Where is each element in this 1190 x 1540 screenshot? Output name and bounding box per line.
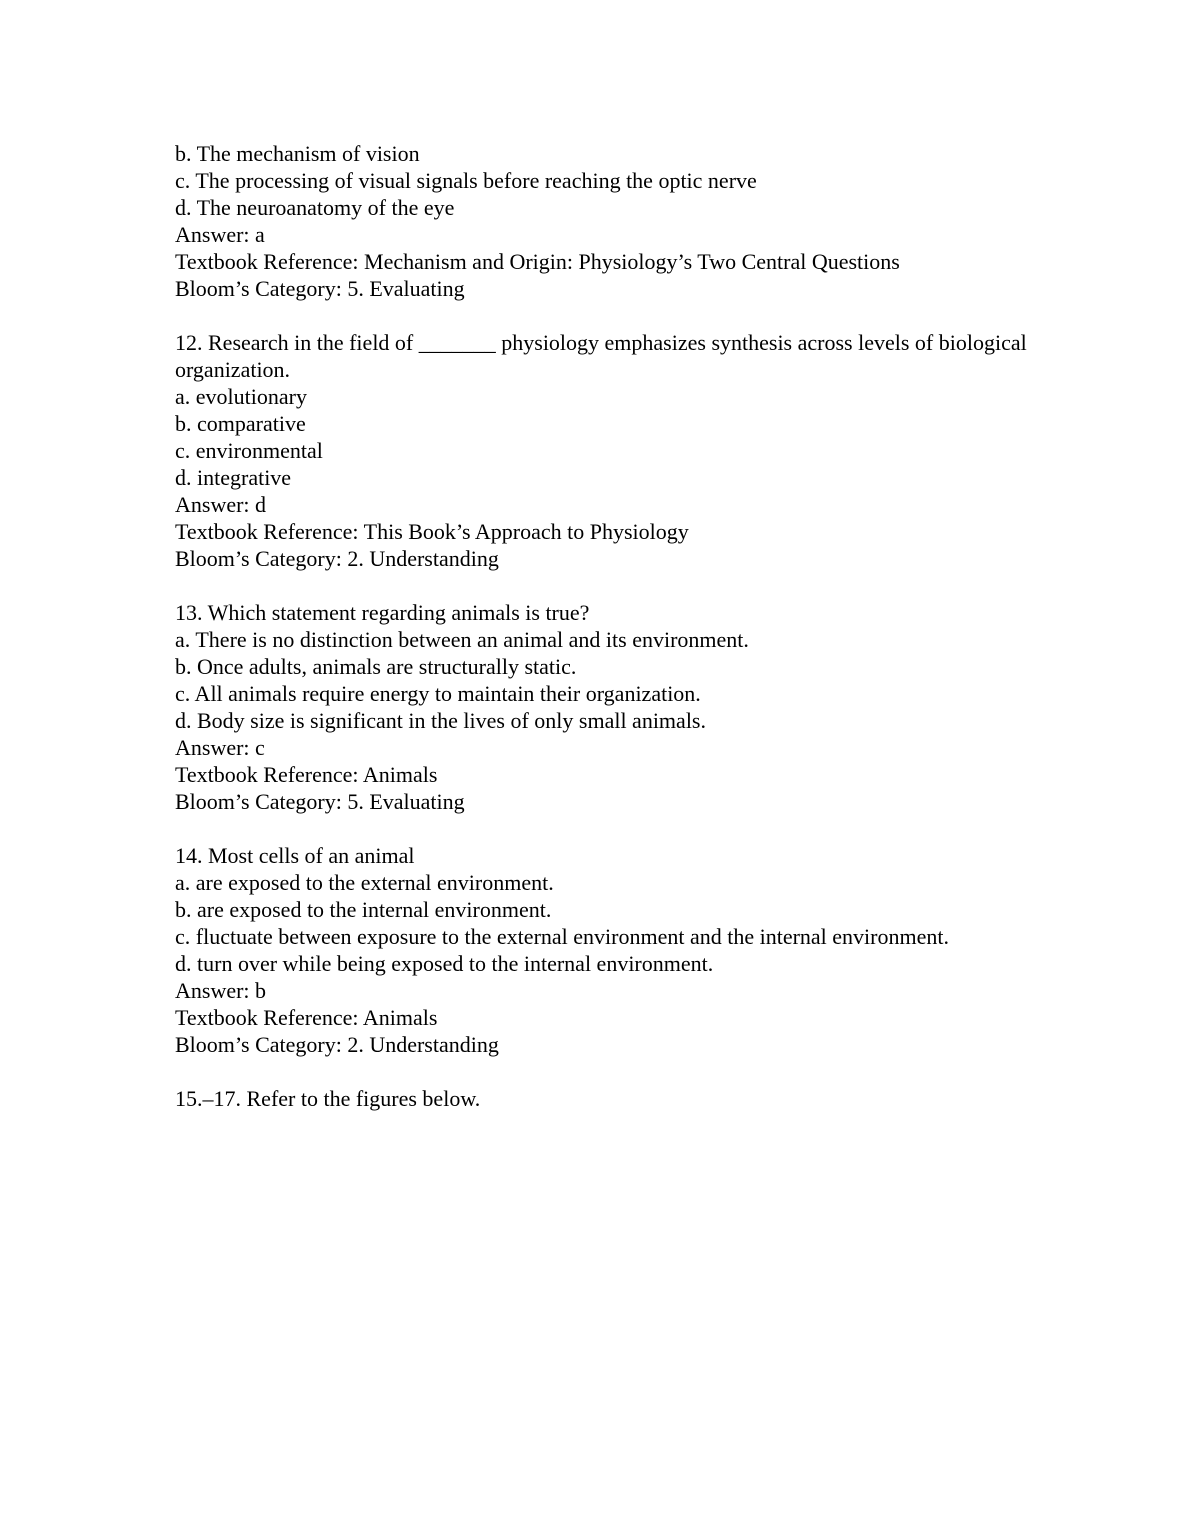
- q12-answer: Answer: d: [175, 492, 267, 517]
- q13-option-a: a. There is no distinction between an animal and its environment.: [175, 627, 749, 652]
- question-11-continued: [175, 140, 1055, 302]
- q12-option-a: a. evolutionary: [175, 384, 307, 409]
- document-page: [175, 140, 1055, 1112]
- q12-option-b: b. comparative: [175, 411, 306, 436]
- question-12: [175, 329, 1055, 572]
- q14-option-a: a. are exposed to the external environment.: [175, 870, 554, 895]
- q14-textbook-reference: Textbook Reference: Animals: [175, 1005, 438, 1030]
- q13-stem: 13. Which statement regarding animals is true?: [175, 600, 590, 625]
- q13-option-d: d. Body size is significant in the lives of only small animals.: [175, 708, 706, 733]
- q11-option-b: b. The mechanism of vision: [175, 141, 420, 166]
- question-15-17: [175, 1085, 1055, 1112]
- q13-answer: Answer: c: [175, 735, 265, 760]
- q12-textbook-reference: Textbook Reference: This Book’s Approach to Physiology: [175, 519, 689, 544]
- q13-option-b: b. Once adults, animals are structurally static.: [175, 654, 577, 679]
- q14-bloom-category: Bloom’s Category: 2. Understanding: [175, 1032, 499, 1057]
- q15-17-stem: 15.–17. Refer to the figures below.: [175, 1086, 481, 1111]
- q13-textbook-reference: Textbook Reference: Animals: [175, 762, 438, 787]
- q12-bloom-category: Bloom’s Category: 2. Understanding: [175, 546, 499, 571]
- q11-textbook-reference: Textbook Reference: Mechanism and Origin: Physiology’s Two Central Questions: [175, 249, 900, 274]
- question-14: [175, 842, 1055, 1058]
- q11-option-d: d. The neuroanatomy of the eye: [175, 195, 455, 220]
- q11-bloom-category: Bloom’s Category: 5. Evaluating: [175, 276, 465, 301]
- q14-option-b: b. are exposed to the internal environment.: [175, 897, 552, 922]
- q14-option-d: d. turn over while being exposed to the internal environment.: [175, 951, 714, 976]
- q11-answer: Answer: a: [175, 222, 265, 247]
- q14-stem: 14. Most cells of an animal: [175, 843, 415, 868]
- q11-option-c: c. The processing of visual signals before reaching the optic nerve: [175, 168, 757, 193]
- q12-option-d: d. integrative: [175, 465, 292, 490]
- q12-option-c: c. environmental: [175, 438, 323, 463]
- q14-option-c: c. fluctuate between exposure to the external environment and the internal environment.: [175, 924, 949, 949]
- q12-stem: 12. Research in the field of _______ physiology emphasizes synthesis across levels of biological organization.: [175, 330, 1027, 382]
- question-13: [175, 599, 1055, 815]
- q14-answer: Answer: b: [175, 978, 267, 1003]
- q13-bloom-category: Bloom’s Category: 5. Evaluating: [175, 789, 465, 814]
- q13-option-c: c. All animals require energy to maintain their organization.: [175, 681, 701, 706]
